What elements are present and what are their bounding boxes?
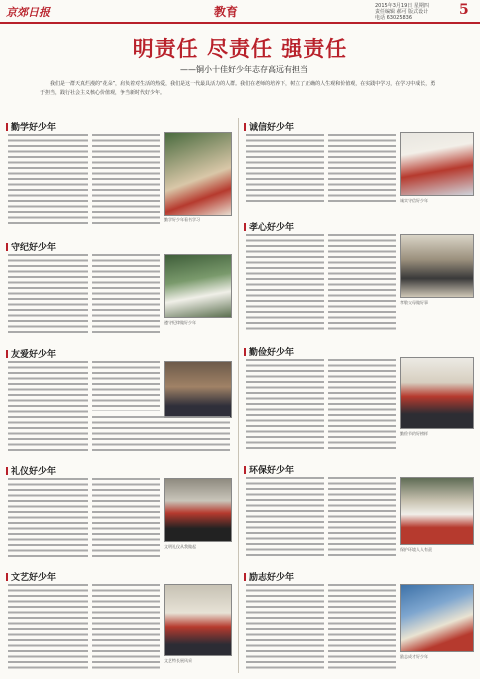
masthead [0, 0, 480, 24]
article-text [8, 134, 88, 226]
student-photo [400, 132, 474, 196]
article-text [92, 361, 160, 411]
photo-caption: 励志成才好少年 [400, 654, 428, 659]
student-photo [164, 132, 232, 216]
article-text [8, 584, 88, 672]
student-photo [164, 478, 232, 542]
article-text [246, 477, 324, 557]
section-title: 文艺好少年 [6, 570, 56, 583]
section-title: 励志好少年 [244, 570, 294, 583]
intro-paragraph: 我们是一群天真烂漫的“花朵”，肩负着对生活的热爱，我们是这一代最具活力的人群。我们在老师的培养下，树立了正确的人生观和价值观，在实践中学习，在学习中成长，勇于担当，践行社会主义核心价值观，争当新时代好少年。 [40, 81, 436, 96]
section-title: 勤学好少年 [6, 120, 56, 133]
newspaper-logo: 京郊日报 [6, 6, 50, 19]
photo-caption: 遵守纪律做好少年 [164, 320, 196, 325]
article-text [92, 478, 160, 558]
article-text [246, 134, 324, 204]
article-text [8, 478, 88, 558]
section-title: 环保好少年 [244, 463, 294, 476]
article-text [328, 134, 396, 204]
student-photo [400, 584, 474, 652]
dateline [375, 3, 429, 21]
photo-caption: 勤学好少年看书学习 [164, 217, 200, 222]
article-text [8, 254, 88, 334]
student-photo [400, 357, 474, 429]
section-name: 教育 [214, 5, 239, 19]
article-text [92, 416, 230, 453]
section-title: 礼仪好少年 [6, 464, 56, 477]
photo-caption: 保护环境人人有责 [400, 547, 432, 552]
photo-caption: 勤俭节约好榜样 [400, 431, 428, 436]
section-title: 孝心好少年 [244, 220, 294, 233]
article-text [92, 584, 160, 672]
article-text [246, 359, 324, 451]
article-text [246, 584, 324, 672]
section-title: 守纪好少年 [6, 240, 56, 253]
student-photo [164, 254, 232, 318]
dateline-line-1: 2015年3月19日 星期四 [375, 3, 429, 9]
page-number: 5 [459, 2, 469, 18]
article-text [328, 234, 396, 330]
dateline-line-2: 责任编辑 郝可 版式设计 [375, 9, 429, 15]
article-text [328, 359, 396, 451]
student-photo [400, 234, 474, 298]
dateline-line-3: 电话 63025836 [375, 15, 413, 21]
section-title: 勤俭好少年 [244, 345, 294, 358]
article-text [92, 254, 160, 334]
headline: 明责任 尽责任 强责任 [132, 36, 348, 61]
photo-caption: 诚实守信好少年 [400, 198, 428, 203]
article-text [246, 234, 324, 330]
column-divider [238, 118, 239, 673]
photo-caption: 文艺特长展风采 [164, 658, 192, 663]
photo-caption: 孝敬父母做好事 [400, 300, 428, 305]
section-title: 友爱好少年 [6, 347, 56, 360]
article-text [92, 134, 160, 226]
photo-caption: 文明礼仪从我做起 [164, 544, 196, 549]
subheadline: ——铜小十佳好少年志存高远有担当 [180, 65, 308, 74]
section-title: 诚信好少年 [244, 120, 294, 133]
student-photo [164, 361, 232, 418]
article-text [328, 584, 396, 672]
student-photo [400, 477, 474, 545]
article-text [8, 361, 88, 453]
article-text [328, 477, 396, 557]
student-photo [164, 584, 232, 656]
